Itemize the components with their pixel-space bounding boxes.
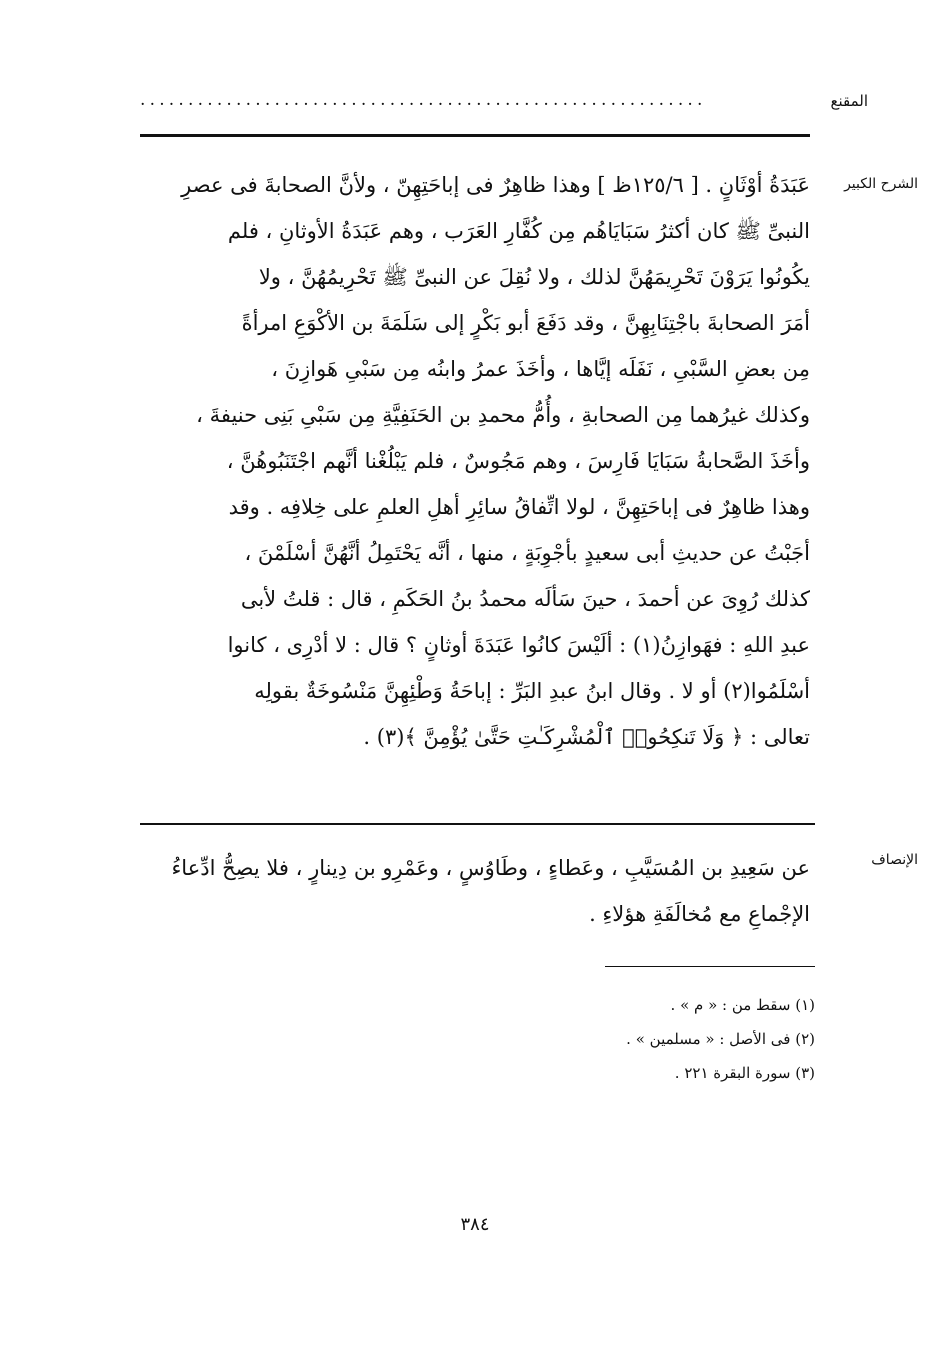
- sharh-line: عبدِ اللهِ : فهَوازِنُ(١) : ألَيْسَ كانُوا عَبَدَةَ أوثانٍ ؟ قال : لا أدْرِى ، كانوا: [227, 633, 810, 657]
- sharh-line: أجَبْتُ عن حديثِ أبى سعيدٍ بأجْوِبَةٍ ، منها ، أنَّه يَحْتَمِلُ أنَّهُنَّ أسْلَمْنَ ،: [244, 541, 810, 565]
- sharh-line: كذلك رُوِىَ عن أحمدَ ، حينَ سَألَه محمدُ بنُ الحَكَمِ ، قال : قلتُ لأبى: [240, 587, 810, 611]
- sharh-line: مِن بعضِ السَّبْىِ ، نَفَلَه إيَّاها ، وأخَذَ عمرُ وابنُه مِن سَبْىِ هَوازِنَ ،: [271, 357, 810, 381]
- footnote-item: (١) سقط من : « م » .: [670, 996, 815, 1014]
- sharh-line: أسْلَمُوا(٢) أو لا . وقال ابنُ عبدِ البَرِّ : إباحَةُ وَطْئِهِنَّ مَنْسُوخَةٌ بقولِه: [254, 679, 810, 703]
- footnote-separator-rule: [605, 966, 815, 967]
- section-divider-rule: [140, 823, 815, 825]
- sharh-line: تعالى : ﴿ وَلَا تَنكِحُوا۟ ٱلْمُشْرِكَـٰتِ حَتَّىٰ يُؤْمِنَّ ﴾(٣) .: [363, 725, 810, 749]
- sharh-line: وكذلك غيرُهما مِن الصحابةِ ، وأُمُّ محمدِ بن الحَنَفِيَّةِ مِن سَبْىِ بَنِى حنيفةَ ،: [196, 403, 810, 427]
- insaf-line: الإجْماعِ مع مُخالَفَةِ هؤلاءِ .: [589, 902, 810, 926]
- sharh-section-label: الشرح الكبير: [844, 176, 918, 192]
- page-number: ٣٨٤: [460, 1214, 490, 1235]
- sharh-line: عَبَدَةُ أوْثَانٍ . [ ١٢٥/٦ظ ] وهذا ظاهِرٌ فى إباحَتِهِنّ ، ولأنَّ الصحابةَ فى عصرِ: [181, 173, 810, 197]
- sharh-line: وأخَذَ الصَّحابةُ سَبَايَا فَارِسَ ، وهم مَجُوسٌ ، فلم يَبْلُغْنا أنَّهم اجْتَنَبُوهُنَّ ،: [226, 449, 810, 473]
- sharh-line: النبىِّ ﷺ كان أكثرُ سَبَايَاهُم مِن كُفَّارِ العَرَب ، وهم عَبَدَةُ الأوثانِ ، فلم: [227, 219, 810, 243]
- header-dot-leader: ...........................................................: [140, 90, 707, 110]
- footnote-item: (٣) سورة البقرة ٢٢١ .: [674, 1064, 815, 1082]
- sharh-line: يكُونُوا يَرَوْنَ تَحْرِيمَهُنَّ لذلك ، ولا نُقِلَ عن النبىِّ ﷺ تَحْرِيمُهُنَّ ، ولا: [258, 265, 810, 289]
- insaf-line: عن سَعِيدِ بن المُسَيَّبِ ، وعَطاءٍ ، وطَاوُسٍ ، وعَمْرِو بن دِينارٍ ، فلا يصِحُّ ادِّعاءُ: [171, 856, 810, 880]
- running-title: المقنع: [830, 92, 868, 110]
- sharh-text-block: [140, 162, 810, 760]
- header-rule: [140, 134, 810, 137]
- insaf-section-label: الإنصاف: [871, 852, 918, 868]
- footnote-item: (٢) فى الأصل : « مسلمين » .: [626, 1030, 815, 1048]
- insaf-text-block: [140, 845, 810, 937]
- sharh-line: وهذا ظاهِرٌ فى إباحَتِهِنَّ ، لولا اتِّفاقُ سائِرِ أهلِ العلمِ على خِلافِه . وقد: [228, 495, 810, 519]
- footnotes: [400, 988, 815, 1090]
- sharh-line: أمَرَ الصحابةَ باجْتِنَابِهِنَّ ، وقد دَفَعَ أبو بَكْرٍ إلى سَلَمَةَ بن الأكْوَعِ امرأةً: [241, 311, 810, 335]
